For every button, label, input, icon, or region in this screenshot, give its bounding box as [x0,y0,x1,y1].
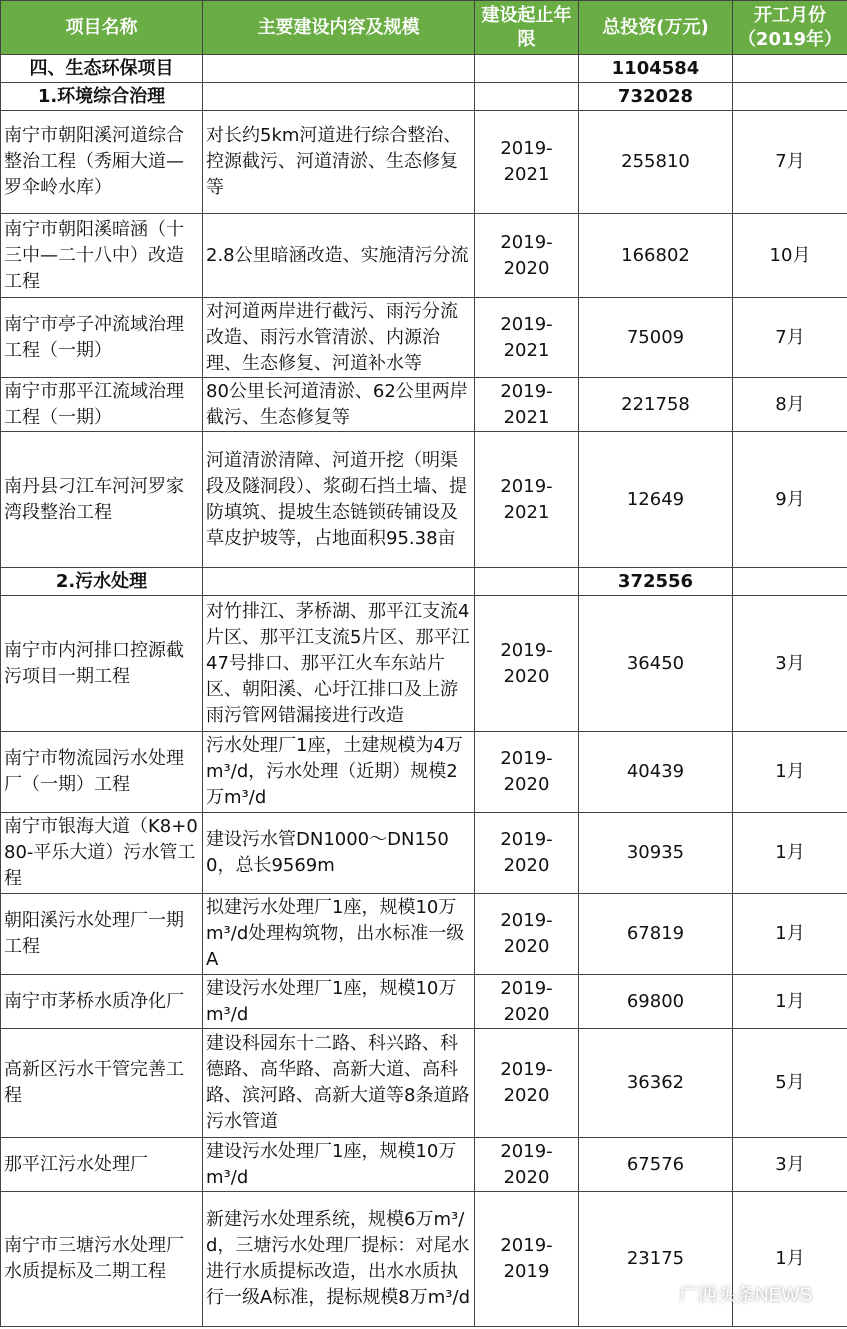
section-investment: 732028 [579,83,733,111]
project-name: 南宁市亭子冲流域治理工程（一期） [1,298,203,378]
section-investment: 372556 [579,568,733,596]
project-name: 南宁市三塘污水处理厂水质提标及二期工程 [1,1192,203,1327]
empty-cell [203,83,475,111]
table-row [1,214,847,298]
project-investment: 69800 [579,975,733,1029]
header-project-name: 项目名称 [1,1,203,55]
section-row [1,568,847,596]
project-years: 2019-2020 [475,732,579,813]
header-start-month: 开工月份（2019年） [733,1,847,55]
project-start-month: 9月 [733,432,847,568]
project-name: 南宁市内河排口控源截污项目一期工程 [1,596,203,732]
project-years: 2019-2020 [475,894,579,975]
empty-cell [733,568,847,596]
project-investment: 221758 [579,378,733,432]
project-investment: 30935 [579,813,733,894]
section-investment: 1104584 [579,55,733,83]
project-investment: 166802 [579,214,733,298]
project-years: 2019-2020 [475,1029,579,1138]
project-years: 2019-2021 [475,298,579,378]
section-name: 2.污水处理 [1,568,203,596]
header-investment: 总投资(万元) [579,1,733,55]
section-row [1,55,847,83]
empty-cell [203,568,475,596]
project-start-month: 10月 [733,214,847,298]
header-years: 建设起止年限 [475,1,579,55]
project-investment: 67576 [579,1138,733,1192]
project-years: 2019-2020 [475,975,579,1029]
project-start-month: 7月 [733,298,847,378]
project-investment: 40439 [579,732,733,813]
project-investment: 75009 [579,298,733,378]
project-years: 2019-2020 [475,596,579,732]
project-investment: 36362 [579,1029,733,1138]
project-name: 南丹县刁江车河河罗家湾段整治工程 [1,432,203,568]
project-content: 2.8公里暗涵改造、实施清污分流 [203,214,475,298]
project-start-month: 1月 [733,894,847,975]
project-years: 2019-2019 [475,1192,579,1327]
table-row [1,894,847,975]
project-years: 2019-2021 [475,378,579,432]
project-investment: 23175 [579,1192,733,1327]
section-name: 四、生态环保项目 [1,55,203,83]
project-name: 南宁市那平江流域治理工程（一期） [1,378,203,432]
table-row [1,378,847,432]
project-content: 河道清淤清障、河道开挖（明渠段及隧洞段）、浆砌石挡土墙、提防填筑、提坡生态链锁砖铺设及草皮护坡等，占地面积95.38亩 [203,432,475,568]
header-content: 主要建设内容及规模 [203,1,475,55]
project-start-month: 3月 [733,596,847,732]
project-start-month: 1月 [733,813,847,894]
table-row [1,111,847,214]
project-start-month: 5月 [733,1029,847,1138]
project-start-month: 1月 [733,975,847,1029]
empty-cell [733,55,847,83]
section-name: 1.环境综合治理 [1,83,203,111]
project-content: 拟建污水处理厂1座，规模10万m³/d处理构筑物，出水标准一级A [203,894,475,975]
project-name: 高新区污水干管完善工程 [1,1029,203,1138]
watermark [641,1278,812,1308]
table-row [1,432,847,568]
project-name: 那平江污水处理厂 [1,1138,203,1192]
project-content: 建设污水处理厂1座，规模10万m³/d [203,1138,475,1192]
project-years: 2019-2021 [475,111,579,214]
project-name: 朝阳溪污水处理厂一期工程 [1,894,203,975]
table-row [1,975,847,1029]
project-content: 对竹排江、茅桥湖、那平江支流4片区、那平江支流5片区、那平江47号排口、那平江火车东站片区、朝阳溪、心圩江排口及上游雨污管网错漏接进行改造 [203,596,475,732]
project-years: 2019-2020 [475,214,579,298]
project-content: 建设污水处理厂1座，规模10万m³/d [203,975,475,1029]
watermark-text: 广西头条NEWS [679,1284,813,1306]
wechat-icon [641,1280,675,1306]
project-start-month: 8月 [733,378,847,432]
project-name: 南宁市朝阳溪河道综合整治工程（秀厢大道—罗伞岭水库） [1,111,203,214]
project-start-month: 1月 [733,1192,847,1327]
project-investment: 12649 [579,432,733,568]
empty-cell [203,55,475,83]
project-investment: 36450 [579,596,733,732]
project-investment: 255810 [579,111,733,214]
project-name: 南宁市朝阳溪暗涵（十三中—二十八中）改造工程 [1,214,203,298]
project-content: 对长约5km河道进行综合整治、控源截污、河道清淤、生态修复等 [203,111,475,214]
project-content: 建设污水管DN1000～DN1500，总长9569m [203,813,475,894]
empty-cell [475,55,579,83]
project-start-month: 7月 [733,111,847,214]
empty-cell [733,83,847,111]
header-row [1,1,847,55]
project-content: 80公里长河道清淤、62公里两岸截污、生态修复等 [203,378,475,432]
project-name: 南宁市银海大道（K8+080-平乐大道）污水管工程 [1,813,203,894]
project-name: 南宁市物流园污水处理厂（一期）工程 [1,732,203,813]
project-years: 2019-2021 [475,432,579,568]
table-row [1,732,847,813]
project-years: 2019-2020 [475,1138,579,1192]
table-row [1,1029,847,1138]
project-investment: 67819 [579,894,733,975]
project-content: 建设科园东十二路、科兴路、科德路、高华路、高新大道、高科路、滨河路、高新大道等8条道路污水管道 [203,1029,475,1138]
project-content: 对河道两岸进行截污、雨污分流改造、雨污水管清淤、内源治理、生态修复、河道补水等 [203,298,475,378]
project-start-month: 3月 [733,1138,847,1192]
project-name: 南宁市茅桥水质净化厂 [1,975,203,1029]
project-content: 新建污水处理系统，规模6万m³/d，三塘污水处理厂提标：对尾水进行水质提标改造，出水水质执行一级A标准，提标规模8万m³/d [203,1192,475,1327]
project-start-month: 1月 [733,732,847,813]
project-content: 污水处理厂1座，土建规模为4万m³/d，污水处理（近期）规模2万m³/d [203,732,475,813]
table-row [1,813,847,894]
project-years: 2019-2020 [475,813,579,894]
table-row [1,1138,847,1192]
empty-cell [475,568,579,596]
empty-cell [475,83,579,111]
table-row [1,596,847,732]
table-row [1,298,847,378]
section-row [1,83,847,111]
